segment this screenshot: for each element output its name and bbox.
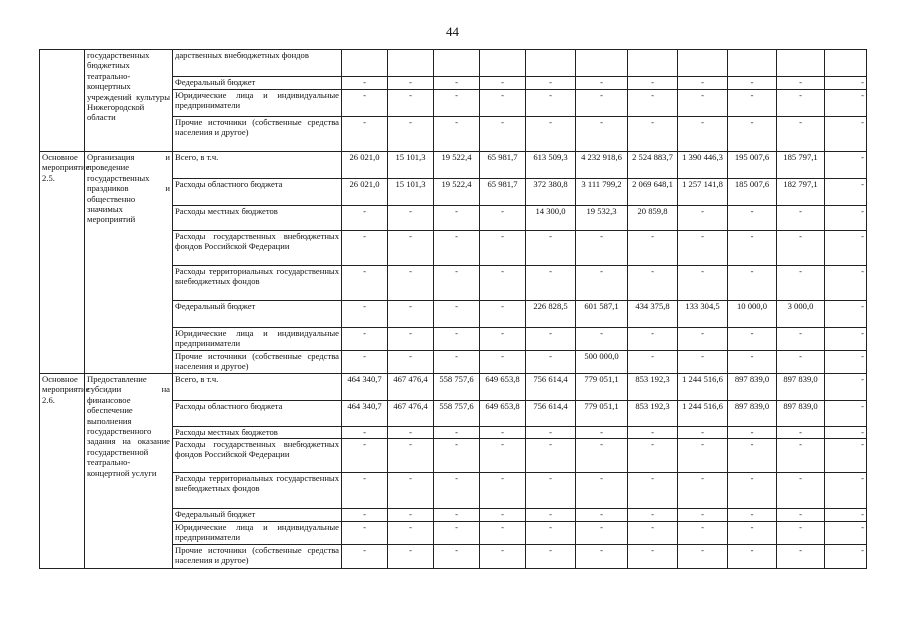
value-cell: - bbox=[434, 90, 480, 117]
value-cell: 853 192,3 bbox=[628, 374, 678, 401]
value-cell: - bbox=[628, 328, 678, 351]
value-cell: 756 614,4 bbox=[526, 374, 576, 401]
value-cell: - bbox=[728, 522, 777, 545]
value-cell: 779 051,1 bbox=[576, 374, 628, 401]
value-cell: - bbox=[678, 328, 728, 351]
value-cell bbox=[480, 50, 526, 77]
value-cell: - bbox=[434, 351, 480, 374]
value-cell: - bbox=[777, 351, 825, 374]
value-cell: - bbox=[777, 473, 825, 509]
value-cell: - bbox=[825, 374, 867, 401]
value-cell: - bbox=[576, 439, 628, 473]
funding-source-cell: Расходы местных бюджетов bbox=[173, 427, 342, 439]
value-cell: 20 859,8 bbox=[628, 206, 678, 231]
value-cell: - bbox=[777, 90, 825, 117]
value-cell: 464 340,7 bbox=[342, 374, 388, 401]
value-cell: - bbox=[825, 266, 867, 301]
value-cell: - bbox=[342, 266, 388, 301]
value-cell: - bbox=[825, 545, 867, 569]
funding-source-cell: Расходы территориальных государственных внебюджетных фондов bbox=[173, 473, 342, 509]
value-cell: - bbox=[777, 509, 825, 522]
value-cell: - bbox=[825, 439, 867, 473]
value-cell: - bbox=[480, 301, 526, 328]
funding-source-cell: Расходы государственных внебюджетных фондов Российской Федерации bbox=[173, 439, 342, 473]
value-cell: 19 532,3 bbox=[576, 206, 628, 231]
value-cell: - bbox=[434, 427, 480, 439]
value-cell: 1 244 516,6 bbox=[678, 374, 728, 401]
value-cell: - bbox=[342, 301, 388, 328]
value-cell: - bbox=[825, 473, 867, 509]
value-cell bbox=[342, 50, 388, 77]
value-cell: - bbox=[526, 351, 576, 374]
value-cell: 19 522,4 bbox=[434, 152, 480, 179]
value-cell: 15 101,3 bbox=[388, 152, 434, 179]
value-cell: - bbox=[526, 439, 576, 473]
value-cell: - bbox=[825, 90, 867, 117]
value-cell: - bbox=[388, 90, 434, 117]
value-cell: - bbox=[576, 473, 628, 509]
value-cell: - bbox=[434, 301, 480, 328]
value-cell: - bbox=[576, 522, 628, 545]
value-cell: - bbox=[678, 117, 728, 152]
value-cell: - bbox=[526, 473, 576, 509]
value-cell: 897 839,0 bbox=[777, 374, 825, 401]
value-cell: - bbox=[526, 231, 576, 266]
value-cell: 182 797,1 bbox=[777, 179, 825, 206]
value-cell: - bbox=[480, 231, 526, 266]
value-cell: - bbox=[825, 117, 867, 152]
value-cell: - bbox=[678, 522, 728, 545]
value-cell: - bbox=[728, 266, 777, 301]
funding-source-cell: Всего, в т.ч. bbox=[173, 152, 342, 179]
value-cell: - bbox=[388, 439, 434, 473]
value-cell: - bbox=[526, 77, 576, 90]
value-cell: - bbox=[777, 427, 825, 439]
value-cell: - bbox=[777, 439, 825, 473]
table-row bbox=[40, 152, 867, 179]
value-cell: - bbox=[342, 206, 388, 231]
value-cell: - bbox=[388, 117, 434, 152]
value-cell: - bbox=[480, 206, 526, 231]
value-cell: - bbox=[434, 522, 480, 545]
value-cell: - bbox=[628, 427, 678, 439]
value-cell: 500 000,0 bbox=[576, 351, 628, 374]
value-cell: 434 375,8 bbox=[628, 301, 678, 328]
value-cell: - bbox=[777, 206, 825, 231]
value-cell: 897 839,0 bbox=[728, 401, 777, 427]
funding-source-cell: Прочие источники (собственные средства населения и другое) bbox=[173, 545, 342, 569]
value-cell: - bbox=[342, 522, 388, 545]
value-cell: 1 390 446,3 bbox=[678, 152, 728, 179]
value-cell: - bbox=[728, 545, 777, 569]
value-cell: - bbox=[628, 439, 678, 473]
value-cell: - bbox=[388, 427, 434, 439]
value-cell: - bbox=[628, 522, 678, 545]
value-cell: - bbox=[777, 117, 825, 152]
budget-table bbox=[39, 49, 867, 569]
value-cell bbox=[728, 50, 777, 77]
value-cell: - bbox=[388, 301, 434, 328]
value-cell bbox=[388, 50, 434, 77]
value-cell: - bbox=[342, 231, 388, 266]
value-cell: - bbox=[342, 90, 388, 117]
value-cell: - bbox=[342, 117, 388, 152]
value-cell: 133 304,5 bbox=[678, 301, 728, 328]
value-cell: - bbox=[388, 522, 434, 545]
value-cell: 26 021,0 bbox=[342, 152, 388, 179]
value-cell bbox=[777, 50, 825, 77]
value-cell: 601 587,1 bbox=[576, 301, 628, 328]
value-cell: - bbox=[628, 90, 678, 117]
value-cell: 4 232 918,6 bbox=[576, 152, 628, 179]
value-cell: - bbox=[678, 266, 728, 301]
value-cell: - bbox=[342, 439, 388, 473]
value-cell: - bbox=[678, 351, 728, 374]
measure-name-cell: Предоставление субсидии на финансовое обеспечение выполнения государственного задания на оказание государственной театрально-концертной услуги bbox=[85, 374, 173, 569]
measure-cell: Основное мероприятие 2.5. bbox=[40, 152, 85, 374]
funding-source-cell: Расходы государственных внебюджетных фондов Российской Федерации bbox=[173, 231, 342, 266]
value-cell: - bbox=[388, 473, 434, 509]
value-cell: 2 524 883,7 bbox=[628, 152, 678, 179]
funding-source-cell: Всего, в т.ч. bbox=[173, 374, 342, 401]
value-cell: 372 380,8 bbox=[526, 179, 576, 206]
value-cell: - bbox=[728, 473, 777, 509]
value-cell: - bbox=[628, 473, 678, 509]
value-cell: - bbox=[342, 509, 388, 522]
value-cell: - bbox=[728, 77, 777, 90]
value-cell: 558 757,6 bbox=[434, 374, 480, 401]
value-cell: - bbox=[434, 439, 480, 473]
value-cell: 1 257 141,8 bbox=[678, 179, 728, 206]
value-cell: - bbox=[825, 522, 867, 545]
value-cell: 649 653,8 bbox=[480, 374, 526, 401]
value-cell: - bbox=[678, 206, 728, 231]
funding-source-cell: Прочие источники (собственные средства населения и другое) bbox=[173, 351, 342, 374]
value-cell: - bbox=[825, 427, 867, 439]
value-cell: 2 069 648,1 bbox=[628, 179, 678, 206]
value-cell bbox=[526, 50, 576, 77]
value-cell: - bbox=[825, 509, 867, 522]
funding-source-cell: Расходы местных бюджетов bbox=[173, 206, 342, 231]
value-cell: - bbox=[728, 509, 777, 522]
value-cell: - bbox=[777, 545, 825, 569]
value-cell: 779 051,1 bbox=[576, 401, 628, 427]
value-cell: 14 300,0 bbox=[526, 206, 576, 231]
value-cell: - bbox=[728, 231, 777, 266]
value-cell: 19 522,4 bbox=[434, 179, 480, 206]
value-cell: - bbox=[342, 545, 388, 569]
value-cell: - bbox=[728, 328, 777, 351]
value-cell: - bbox=[434, 473, 480, 509]
value-cell: - bbox=[628, 231, 678, 266]
funding-source-cell: Юридические лица и индивидуальные предприниматели bbox=[173, 90, 342, 117]
value-cell: - bbox=[678, 427, 728, 439]
value-cell: - bbox=[526, 90, 576, 117]
value-cell: 185 007,6 bbox=[728, 179, 777, 206]
measure-cell bbox=[40, 50, 85, 152]
value-cell: - bbox=[434, 117, 480, 152]
value-cell: - bbox=[777, 328, 825, 351]
funding-source-cell: Юридические лица и индивидуальные предприниматели bbox=[173, 522, 342, 545]
value-cell: - bbox=[388, 328, 434, 351]
value-cell: - bbox=[434, 328, 480, 351]
value-cell: - bbox=[576, 117, 628, 152]
value-cell: - bbox=[480, 77, 526, 90]
funding-source-cell: Прочие источники (собственные средства населения и другое) bbox=[173, 117, 342, 152]
value-cell bbox=[434, 50, 480, 77]
value-cell: - bbox=[434, 509, 480, 522]
funding-source-cell: Федеральный бюджет bbox=[173, 77, 342, 90]
value-cell: - bbox=[576, 266, 628, 301]
value-cell: - bbox=[825, 231, 867, 266]
value-cell: 467 476,4 bbox=[388, 401, 434, 427]
value-cell: - bbox=[526, 545, 576, 569]
value-cell bbox=[678, 50, 728, 77]
value-cell: - bbox=[678, 439, 728, 473]
value-cell: - bbox=[825, 152, 867, 179]
table-row bbox=[40, 50, 867, 77]
value-cell: - bbox=[777, 77, 825, 90]
value-cell: - bbox=[678, 509, 728, 522]
value-cell: - bbox=[342, 77, 388, 90]
value-cell: - bbox=[628, 351, 678, 374]
value-cell: - bbox=[388, 77, 434, 90]
value-cell: - bbox=[825, 351, 867, 374]
value-cell: - bbox=[388, 545, 434, 569]
value-cell: - bbox=[480, 509, 526, 522]
value-cell: - bbox=[678, 77, 728, 90]
value-cell: 649 653,8 bbox=[480, 401, 526, 427]
value-cell: - bbox=[576, 545, 628, 569]
measure-cell: Основное мероприятие 2.6. bbox=[40, 374, 85, 569]
funding-source-cell: Расходы областного бюджета bbox=[173, 179, 342, 206]
value-cell: 15 101,3 bbox=[388, 179, 434, 206]
value-cell: 3 000,0 bbox=[777, 301, 825, 328]
value-cell: 853 192,3 bbox=[628, 401, 678, 427]
value-cell: - bbox=[728, 439, 777, 473]
funding-source-cell: дарственных внебюджетных фондов bbox=[173, 50, 342, 77]
value-cell: - bbox=[825, 179, 867, 206]
value-cell bbox=[628, 50, 678, 77]
value-cell: - bbox=[434, 231, 480, 266]
value-cell: - bbox=[480, 328, 526, 351]
value-cell: - bbox=[480, 351, 526, 374]
value-cell: - bbox=[434, 545, 480, 569]
value-cell: - bbox=[480, 522, 526, 545]
value-cell: - bbox=[388, 509, 434, 522]
value-cell: - bbox=[480, 90, 526, 117]
value-cell: - bbox=[480, 266, 526, 301]
value-cell: - bbox=[342, 473, 388, 509]
measure-name-cell: государственных бюджетных театрально-концертных учреждений культуры Нижегородской области bbox=[85, 50, 173, 152]
funding-source-cell: Расходы областного бюджета bbox=[173, 401, 342, 427]
value-cell: - bbox=[777, 522, 825, 545]
value-cell: - bbox=[388, 231, 434, 266]
value-cell: - bbox=[678, 545, 728, 569]
page-number: 44 bbox=[446, 24, 459, 39]
value-cell: 613 509,3 bbox=[526, 152, 576, 179]
value-cell: 195 007,6 bbox=[728, 152, 777, 179]
value-cell: 464 340,7 bbox=[342, 401, 388, 427]
value-cell: - bbox=[678, 231, 728, 266]
value-cell: - bbox=[526, 509, 576, 522]
value-cell: - bbox=[628, 509, 678, 522]
value-cell: - bbox=[777, 231, 825, 266]
value-cell: - bbox=[825, 401, 867, 427]
value-cell: - bbox=[678, 473, 728, 509]
value-cell: - bbox=[526, 522, 576, 545]
value-cell: 897 839,0 bbox=[777, 401, 825, 427]
value-cell: - bbox=[526, 427, 576, 439]
value-cell: - bbox=[480, 473, 526, 509]
value-cell: - bbox=[728, 117, 777, 152]
value-cell: - bbox=[526, 328, 576, 351]
value-cell: - bbox=[576, 77, 628, 90]
value-cell: - bbox=[678, 90, 728, 117]
value-cell: 65 981,7 bbox=[480, 152, 526, 179]
value-cell: - bbox=[777, 266, 825, 301]
funding-source-cell: Федеральный бюджет bbox=[173, 301, 342, 328]
value-cell: - bbox=[728, 90, 777, 117]
measure-name-cell: Организация и проведение государственных праздников и общественно значимых мероприятий bbox=[85, 152, 173, 374]
value-cell: 10 000,0 bbox=[728, 301, 777, 328]
value-cell: - bbox=[728, 206, 777, 231]
value-cell bbox=[576, 50, 628, 77]
value-cell: 185 797,1 bbox=[777, 152, 825, 179]
funding-source-cell: Юридические лица и индивидуальные предприниматели bbox=[173, 328, 342, 351]
value-cell: 1 244 516,6 bbox=[678, 401, 728, 427]
value-cell: - bbox=[342, 427, 388, 439]
value-cell: - bbox=[480, 545, 526, 569]
value-cell: 897 839,0 bbox=[728, 374, 777, 401]
value-cell: - bbox=[728, 351, 777, 374]
value-cell: - bbox=[628, 117, 678, 152]
value-cell: - bbox=[628, 545, 678, 569]
value-cell: - bbox=[728, 427, 777, 439]
value-cell: 558 757,6 bbox=[434, 401, 480, 427]
value-cell: - bbox=[526, 266, 576, 301]
funding-source-cell: Расходы территориальных государственных внебюджетных фондов bbox=[173, 266, 342, 301]
value-cell: - bbox=[628, 266, 678, 301]
value-cell: - bbox=[342, 328, 388, 351]
value-cell: - bbox=[388, 266, 434, 301]
value-cell: - bbox=[825, 328, 867, 351]
value-cell: - bbox=[342, 351, 388, 374]
value-cell: - bbox=[480, 117, 526, 152]
value-cell: - bbox=[576, 328, 628, 351]
value-cell: 26 021,0 bbox=[342, 179, 388, 206]
table-row bbox=[40, 374, 867, 401]
value-cell: - bbox=[628, 77, 678, 90]
funding-source-cell: Федеральный бюджет bbox=[173, 509, 342, 522]
value-cell: - bbox=[526, 117, 576, 152]
value-cell: - bbox=[434, 77, 480, 90]
value-cell: - bbox=[576, 231, 628, 266]
value-cell bbox=[825, 50, 867, 77]
value-cell: 756 614,4 bbox=[526, 401, 576, 427]
value-cell: 226 828,5 bbox=[526, 301, 576, 328]
value-cell: 3 111 799,2 bbox=[576, 179, 628, 206]
value-cell: - bbox=[480, 427, 526, 439]
value-cell: - bbox=[825, 301, 867, 328]
value-cell: - bbox=[576, 509, 628, 522]
value-cell: - bbox=[480, 439, 526, 473]
value-cell: 65 981,7 bbox=[480, 179, 526, 206]
value-cell: - bbox=[434, 266, 480, 301]
value-cell: 467 476,4 bbox=[388, 374, 434, 401]
value-cell: - bbox=[825, 206, 867, 231]
value-cell: - bbox=[434, 206, 480, 231]
value-cell: - bbox=[576, 427, 628, 439]
value-cell: - bbox=[388, 206, 434, 231]
value-cell: - bbox=[576, 90, 628, 117]
value-cell: - bbox=[825, 77, 867, 90]
value-cell: - bbox=[388, 351, 434, 374]
